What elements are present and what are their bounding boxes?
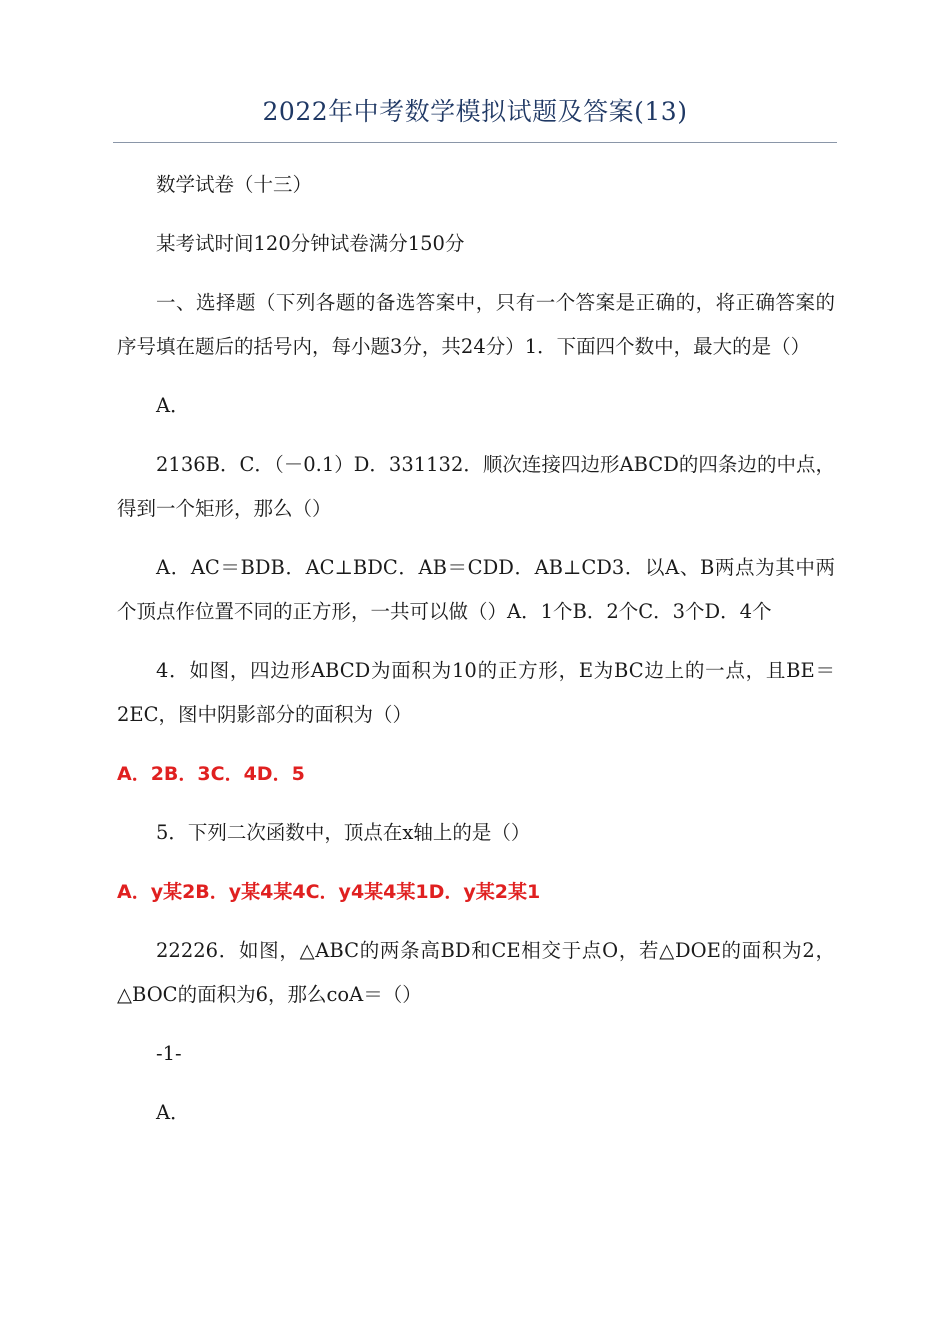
- title-divider: [113, 142, 837, 143]
- q4-options: A．2B．3C．4D．5: [117, 763, 305, 785]
- q1-option-a: A．: [156, 394, 190, 417]
- q1-options-q2: 2136B．C．（－0.1）D．331132．顺次连接四边形ABCD的四条边的中点，得到一个矩形，那么（）: [117, 453, 835, 520]
- document-title: 2022年中考数学模拟试题及答案(13): [262, 97, 688, 126]
- paper-heading: 数学试卷（十三）: [156, 173, 313, 196]
- question-6: 22226．如图，△ABC的两条高BD和CE相交于点O，若△DOE的面积为2，△BOC的面积为6，那么coA＝（）: [117, 939, 835, 1006]
- q6-option-a: A．: [156, 1101, 190, 1124]
- q2-options-q3: A．AC＝BDB．AC⊥BDC．AB＝CDD．AB⊥CD3．以A、B两点为其中两个顶点作位置不同的正方形，一共可以做（）A．1个B．2个C．3个D．4个: [117, 556, 835, 623]
- document-body: [117, 163, 835, 1150]
- page-number: -1-: [156, 1042, 182, 1065]
- question-4: 4．如图，四边形ABCD为面积为10的正方形，E为BC边上的一点，且BE＝2EC，图中阴影部分的面积为（）: [117, 659, 835, 726]
- q5-options: A．y某2B．y某4某4C．y4某4某1D．y某2某1: [117, 881, 541, 903]
- question-5: 5．下列二次函数中，顶点在x轴上的是（）: [156, 821, 531, 844]
- exam-info: 某考试时间120分钟试卷满分150分: [156, 232, 465, 255]
- section-intro-q1: 一、选择题（下列各题的备选答案中，只有一个答案是正确的，将正确答案的序号填在题后的括号内，每小题3分，共24分）1．下面四个数中，最大的是（）: [117, 291, 835, 358]
